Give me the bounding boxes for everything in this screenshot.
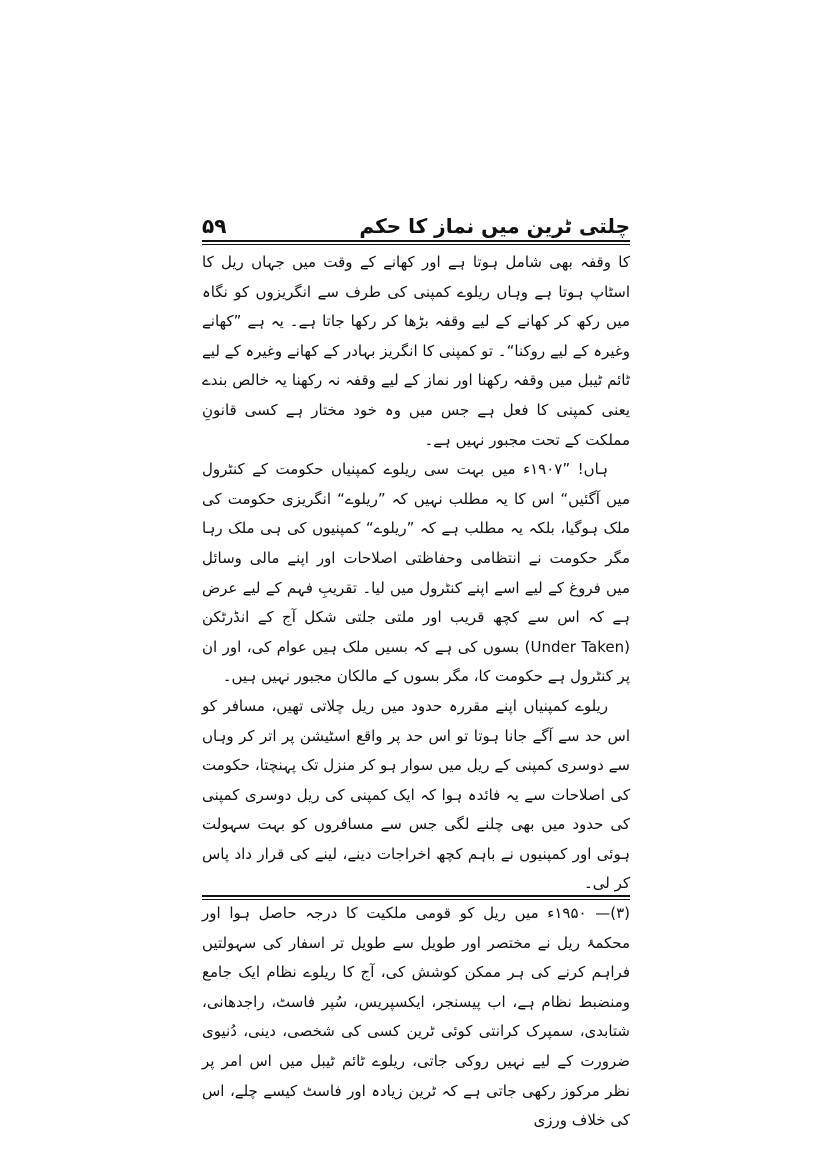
- running-title: چلتی ٹرین میں نماز کا حکم: [359, 214, 630, 238]
- footer-rule: [202, 895, 630, 900]
- page-number: ۵۹: [202, 214, 227, 238]
- paragraph-1: کا وقفہ بھی شامل ہوتا ہے اور کھانے کے وقت میں جہاں ریل کا اسٹاپ ہوتا ہے وہاں ریلوے کمپنی کی طرف سے انگریزوں کو نگاہ میں رکھ کر کھانے کے لیے وقفہ بڑھا کر رکھا جاتا ہے۔ یہ ہے ”کھانے وغیرہ کے لیے روکنا“۔ تو کمپنی کا انگریز بہادر کے کھانے وغیرہ کے لیے ٹائم ٹیبل میں وقفہ رکھنا اور نماز کے لیے وقفہ نہ رکھنا یہ خالص بندے یعنی کمپنی کا فعل ہے جس میں وہ خود مختار ہے کسی قانونِ مملکت کے تحت مجبور نہیں ہے۔: [202, 253, 630, 449]
- paragraph-2: ہاں! ”۱۹۰۷ء میں بہت سی ریلوے کمپنیاں حکومت کے کنٹرول میں آگئیں“ اس کا یہ مطلب نہیں کہ ”ریلوے“ انگریزی حکومت کی ملک ہوگیا، بلکہ یہ مطلب ہے کہ ”ریلوے“ کمپنیوں کی ہی ملک رہا مگر حکومت نے انتظامی وحفاظتی اصلاحات اور اپنے مالی وسائل میں فروغ کے لیے اسے اپنے کنٹرول میں لیا۔ تقریبِ فہم کے لیے عرض ہے کہ اس سے کچھ قریب اور ملتی جلتی شکل آج کے انڈرٹکن (Under Taken) بسوں کی ہے کہ بسیں ملک ہیں عوام کی، اور ان پر کنٹرول ہے حکومت کا، مگر بسوں کے مالکان مجبور نہیں ہیں۔: [202, 460, 630, 686]
- paragraph-4: (۳)— ۱۹۵۰ء میں ریل کو قومی ملکیت کا درجہ حاصل ہوا اور محکمۂ ریل نے مختصر اور طویل سے طویل تر اسفار کی سہولتیں فراہم کرنے کی ہر ممکن کوشش کی، آج کا ریلوے نظام ایک جامع ومنضبط نظام ہے، اب پیسنجر، ایکسپریس، سُپر فاسٹ، راجدھانی، شتابدی، سمپرک کرانتی کوئی ٹرین کسی کی شخصی، دینی، دُنیوی ضرورت کے لیے نہیں روکی جاتی، ریلوے ٹائم ٹیبل میں اس امر پر نظر مرکوز رکھی جاتی ہے کہ ٹرین زیادہ اور فاسٹ کیسے چلے، اس کی خلاف ورزی: [202, 904, 630, 1130]
- header-rule: [202, 240, 630, 245]
- body-text: [202, 248, 630, 1136]
- page-header: [202, 196, 630, 236]
- paragraph-3: ریلوے کمپنیاں اپنے مقررہ حدود میں ریل چلاتی تھیں، مسافر کو اس حد سے آگے جانا ہوتا تو اس حد پر واقع اسٹیشن پر اتر کر وہاں سے دوسری کمپنی کے ریل میں سوار ہو کر منزل تک پہنچتا، حکومت کی اصلاحات سے یہ فائدہ ہوا کہ ایک کمپنی کی ریل دوسری کمپنی کی حدود میں بھی چلنے لگی جس سے مسافروں کو بہت سہولت ہوئی اور کمپنیوں نے باہم کچھ اخراجات دینے، لینے کی قرار داد پاس کر لی۔: [202, 696, 630, 893]
